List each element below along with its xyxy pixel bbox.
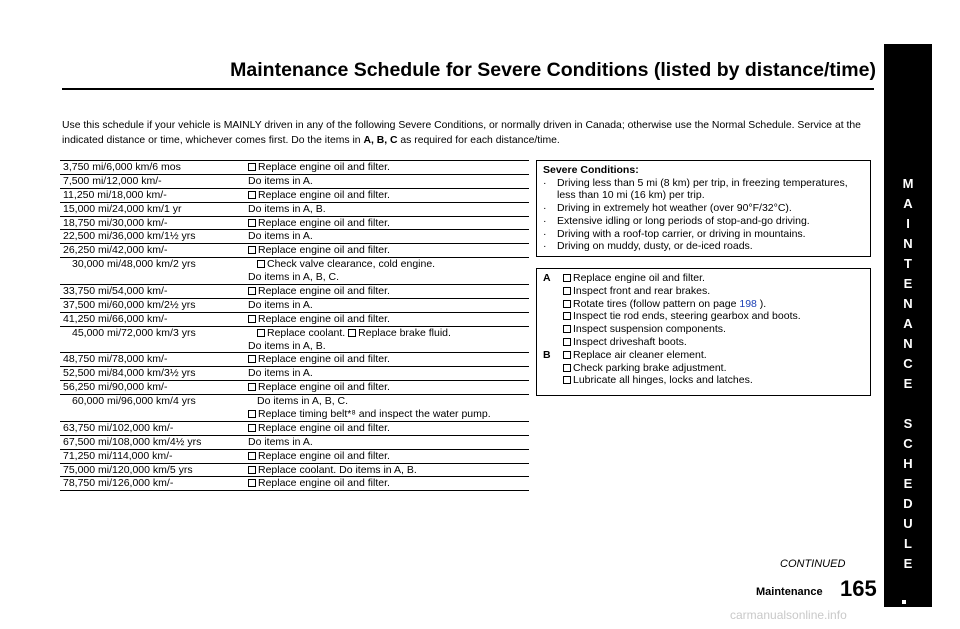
schedule-group: [60, 381, 529, 395]
schedule-interval: 7,500 mi/12,000 km/-: [63, 174, 162, 187]
schedule-action-text: Replace engine oil and filter.: [258, 285, 390, 298]
schedule-action: [243, 175, 529, 188]
schedule-action-text: Do items in A, B.: [248, 339, 326, 352]
severe-condition-text: Driving with a roof-top carrier, or driving in mountains.: [557, 227, 806, 240]
maintenance-text: ).: [756, 297, 767, 310]
schedule-row: [60, 271, 529, 284]
severe-condition: [543, 228, 864, 241]
schedule-group: [60, 353, 529, 367]
maintenance-item: [543, 310, 864, 323]
checkbox-icon: [563, 312, 571, 320]
checkbox-icon: [248, 452, 256, 460]
schedule-row: [60, 340, 529, 353]
maintenance-group-letter: [543, 298, 563, 311]
schedule-group: [60, 258, 529, 285]
maintenance-group-letter: [543, 285, 563, 298]
maintenance-item-text: [563, 323, 726, 336]
schedule-group: [60, 203, 529, 217]
maintenance-group-letter: [543, 362, 563, 375]
schedule-action-text: Replace engine oil and filter.: [258, 188, 390, 201]
schedule-row: [60, 203, 529, 216]
checkbox-icon: [563, 364, 571, 372]
schedule-group: [60, 244, 529, 258]
schedule-row: [60, 450, 529, 463]
checkbox-icon: [563, 274, 571, 282]
schedule-action: [243, 244, 529, 257]
schedule-row: [60, 395, 529, 408]
maintenance-item: [543, 349, 864, 362]
schedule-action-text: Do items in A, B.: [248, 202, 326, 215]
schedule-action-text: Do items in A, B, C.: [257, 395, 349, 408]
schedule-row: [60, 367, 529, 380]
section-tab-letter: E: [903, 276, 913, 291]
bullet-icon: ·: [543, 214, 547, 227]
schedule-group: [60, 217, 529, 231]
schedule-row: [60, 381, 529, 394]
schedule-row: [60, 230, 529, 243]
section-tab-letter: E: [903, 556, 913, 571]
checkbox-icon: [248, 246, 256, 254]
maintenance-group-letter: [543, 323, 563, 336]
schedule-action: [243, 299, 529, 312]
schedule-action: [243, 436, 529, 449]
severe-condition: [543, 240, 864, 253]
section-tab-letter: C: [903, 356, 913, 371]
page-title: Maintenance Schedule for Severe Conditions (listed by distance/time): [230, 59, 876, 81]
schedule-interval: 56,250 mi/90,000 km/-: [63, 381, 168, 394]
section-tab-letter: E: [903, 376, 913, 391]
section-tab-dot: [902, 600, 906, 604]
schedule-interval: 63,750 mi/102,000 km/-: [63, 421, 174, 434]
maintenance-item: [543, 336, 864, 349]
maintenance-group-letter: A: [543, 272, 551, 284]
maintenance-text: Inspect tie rod ends, steering gearbox and boots.: [573, 310, 801, 323]
section-tab-letter: A: [903, 316, 913, 331]
schedule-action-text: Replace engine oil and filter.: [258, 449, 390, 462]
severe-condition: [543, 177, 864, 202]
schedule-action: [243, 230, 529, 243]
schedule-action: [243, 408, 529, 421]
maintenance-text: Check parking brake adjustment.: [573, 361, 727, 374]
page-reference-link[interactable]: 198: [739, 297, 757, 310]
severe-condition: [543, 215, 864, 228]
checkbox-icon: [563, 338, 571, 346]
checkbox-icon: [248, 219, 256, 227]
maintenance-group-letter: [543, 310, 563, 323]
bullet-icon: ·: [543, 202, 547, 215]
schedule-interval: 67,500 mi/108,000 km/4½ yrs: [63, 435, 202, 448]
schedule-action: [252, 258, 529, 271]
section-tab-letter: E: [903, 476, 913, 491]
severe-condition-text: Driving in extremely hot weather (over 90°F/32°C).: [557, 202, 792, 215]
intro-bold: A, B, C: [363, 135, 398, 146]
checkbox-icon: [248, 410, 256, 418]
bullet-icon: ·: [543, 240, 547, 253]
section-tab-letter: M: [902, 176, 914, 191]
schedule-interval: 22,500 mi/36,000 km/1½ yrs: [63, 230, 196, 243]
checkbox-icon: [563, 351, 571, 359]
schedule-row: [60, 408, 529, 421]
maintenance-item: [543, 323, 864, 336]
schedule-group: [60, 230, 529, 244]
schedule-action: [243, 217, 529, 230]
severe-conditions-list: [543, 177, 864, 253]
schedule-action: [252, 327, 529, 340]
section-tab-letter: N: [903, 296, 913, 311]
schedule-row: [60, 258, 529, 271]
severe-condition-text: Extensive idling or long periods of stop-and-go driving.: [557, 214, 810, 227]
schedule-action: [243, 203, 529, 216]
schedule-row: [60, 299, 529, 312]
schedule-group: [60, 367, 529, 381]
maintenance-text: Rotate tires (follow pattern on page: [573, 297, 740, 310]
schedule-row: [60, 217, 529, 230]
schedule-action: [243, 161, 529, 174]
schedule-action: [243, 464, 529, 477]
intro-paragraph: [62, 118, 872, 148]
schedule-group: [60, 464, 529, 478]
schedule-row: [60, 244, 529, 257]
title-rule: [62, 88, 874, 90]
schedule-action-text: Replace engine oil and filter.: [258, 353, 390, 366]
severe-condition-text: Driving on muddy, dusty, or de-iced roads.: [557, 240, 753, 253]
checkbox-icon: [248, 466, 256, 474]
maintenance-item: [543, 298, 864, 311]
schedule-group: [60, 327, 529, 354]
schedule-interval: 33,750 mi/54,000 km/-: [63, 285, 168, 298]
schedule-interval: 48,750 mi/78,000 km/-: [63, 353, 168, 366]
schedule-action: [243, 353, 529, 366]
schedule-action-text: Replace engine oil and filter.: [258, 477, 390, 490]
maintenance-item-text: [563, 336, 687, 349]
schedule-action: [243, 340, 529, 353]
schedule-group: [60, 285, 529, 299]
schedule-interval: 3,750 mi/6,000 km/6 mos: [63, 161, 181, 173]
schedule-action-text: Do items in A.: [248, 174, 313, 187]
schedule-row: [60, 422, 529, 435]
schedule-interval: 60,000 mi/96,000 km/4 yrs: [72, 395, 196, 408]
checkbox-icon: [248, 479, 256, 487]
maintenance-text: Replace engine oil and filter.: [573, 272, 705, 284]
schedule-interval: 52,500 mi/84,000 km/3½ yrs: [63, 367, 196, 380]
checkbox-icon: [248, 355, 256, 363]
checkbox-icon: [248, 163, 256, 171]
intro-text: Use this schedule if your vehicle is MAINLY driven in any of the following Severe Conditions, or normally driven in Canada; otherwise use the Normal Schedule. Service at the indicated distance or time, whichever comes first. Do the items in: [62, 120, 861, 146]
section-label: Maintenance: [756, 586, 823, 598]
section-tab-letter: L: [904, 536, 912, 551]
schedule-action-text: Replace coolant.: [267, 326, 346, 339]
checkbox-icon: [563, 325, 571, 333]
schedule-action-text: Replace engine oil and filter.: [258, 216, 390, 229]
section-tab-letter: A: [903, 196, 913, 211]
maintenance-item-text: [563, 349, 707, 362]
schedule-row: [60, 313, 529, 326]
schedule-action-text: Do items in A.: [248, 230, 313, 243]
section-tab-letter: D: [903, 496, 913, 511]
watermark: carmanualsonline.info: [730, 608, 847, 622]
schedule-row: [60, 353, 529, 366]
maintenance-item: [543, 285, 864, 298]
schedule-interval: 18,750 mi/30,000 km/-: [63, 216, 168, 229]
checkbox-icon: [248, 191, 256, 199]
schedule-action: [243, 367, 529, 380]
schedule-action: [243, 271, 529, 284]
maintenance-text: Lubricate all hinges, locks and latches.: [573, 374, 753, 387]
maintenance-text: Inspect driveshaft boots.: [573, 335, 687, 348]
section-tab-letter: S: [903, 416, 913, 431]
schedule-interval: 30,000 mi/48,000 km/2 yrs: [72, 258, 196, 271]
schedule-row: [60, 477, 529, 490]
schedule-action-text: Do items in A.: [248, 298, 313, 311]
schedule-group: [60, 175, 529, 189]
schedule-action-text: Replace engine oil and filter.: [258, 421, 390, 434]
checkbox-icon: [248, 424, 256, 432]
schedule-action: [243, 189, 529, 202]
maintenance-item-text: [563, 285, 710, 298]
checkbox-icon: [248, 315, 256, 323]
schedule-row: [60, 327, 529, 340]
schedule-group: [60, 450, 529, 464]
section-tab-letter: N: [903, 236, 913, 251]
bullet-icon: ·: [543, 176, 547, 189]
maintenance-text: Replace air cleaner element.: [573, 348, 707, 361]
schedule-group: [60, 189, 529, 203]
schedule-interval: 26,250 mi/42,000 km/-: [63, 244, 168, 257]
severe-condition-text: Driving less than 5 mi (8 km) per trip, in freezing temperatures, less than 10 mi (16 km) per trip.: [557, 176, 848, 202]
checkbox-icon: [348, 329, 356, 337]
schedule-interval: 75,000 mi/120,000 km/5 yrs: [63, 463, 193, 476]
checkbox-icon: [563, 300, 571, 308]
schedule-row: [60, 189, 529, 202]
maintenance-group-letter: B: [543, 348, 551, 361]
checkbox-icon: [257, 329, 265, 337]
maintenance-item-text: [563, 298, 766, 311]
schedule-group: [60, 477, 529, 490]
checkbox-icon: [248, 287, 256, 295]
maintenance-group-letter: [543, 374, 563, 387]
maintenance-items-box: [536, 268, 871, 396]
schedule-action: [243, 477, 529, 490]
intro-text-end: as required for each distance/time.: [397, 135, 560, 146]
severe-condition: [543, 202, 864, 215]
schedule-action-text: Replace timing belt*⁸ and inspect the water pump.: [258, 408, 491, 421]
schedule-action-text: Check valve clearance, cold engine.: [267, 258, 436, 271]
schedule-group: [60, 161, 529, 175]
bullet-icon: ·: [543, 227, 547, 240]
schedule-action: [243, 450, 529, 463]
schedule-interval: 15,000 mi/24,000 km/1 yr: [63, 202, 182, 215]
section-tab-letter: U: [903, 516, 913, 531]
schedule-interval: [60, 340, 243, 353]
severe-conditions-title: Severe Conditions:: [543, 164, 639, 176]
schedule-group: [60, 422, 529, 436]
severe-conditions-box: [536, 160, 871, 257]
schedule-action-text: Do items in A.: [248, 435, 313, 448]
schedule-table: [60, 160, 529, 491]
schedule-row: [60, 285, 529, 298]
schedule-interval: 41,250 mi/66,000 km/-: [63, 312, 168, 325]
section-tab-letter: C: [903, 436, 913, 451]
schedule-row: [60, 161, 529, 174]
page-number: 165: [840, 576, 877, 601]
section-tab-letters: [884, 174, 932, 574]
maintenance-item-text: [563, 374, 753, 387]
checkbox-icon: [248, 383, 256, 391]
section-tab-letter: N: [903, 336, 913, 351]
schedule-group: [60, 436, 529, 450]
maintenance-item: [543, 374, 864, 387]
schedule-group: [60, 313, 529, 327]
maintenance-item: [543, 362, 864, 375]
schedule-action-text: Replace engine oil and filter.: [258, 312, 390, 325]
continued-label: CONTINUED: [780, 558, 846, 570]
section-tab-letter: T: [904, 256, 912, 271]
checkbox-icon: [257, 260, 265, 268]
maintenance-item: [543, 272, 864, 285]
schedule-action: [243, 313, 529, 326]
maintenance-item-text: [563, 310, 801, 323]
schedule-action: [243, 422, 529, 435]
checkbox-icon: [563, 287, 571, 295]
schedule-row: [60, 436, 529, 449]
schedule-interval: [60, 271, 243, 284]
schedule-action-text: Replace engine oil and filter.: [258, 381, 390, 394]
checkbox-icon: [563, 376, 571, 384]
maintenance-text: Inspect front and rear brakes.: [573, 284, 711, 297]
schedule-interval: [60, 408, 243, 421]
schedule-interval: 37,500 mi/60,000 km/2½ yrs: [63, 298, 196, 311]
maintenance-item-text: [563, 272, 705, 285]
maintenance-item-text: [563, 362, 727, 375]
schedule-group: [60, 395, 529, 422]
schedule-interval: 11,250 mi/18,000 km/-: [63, 188, 167, 201]
section-tab-letter: I: [906, 216, 910, 231]
schedule-action-text: Replace brake fluid.: [358, 326, 451, 339]
maintenance-group-letter: [543, 336, 563, 349]
section-tab-letter: H: [903, 456, 913, 471]
maintenance-text: Inspect suspension components.: [573, 323, 726, 336]
schedule-action-text: Replace engine oil and filter.: [258, 244, 390, 257]
schedule-row: [60, 175, 529, 188]
schedule-interval: 45,000 mi/72,000 km/3 yrs: [72, 326, 196, 339]
schedule-action-text: Replace engine oil and filter.: [258, 161, 390, 173]
schedule-interval: 78,750 mi/126,000 km/-: [63, 477, 174, 490]
schedule-action: [243, 285, 529, 298]
schedule-action-text: Replace coolant. Do items in A, B.: [258, 463, 417, 476]
schedule-action-text: Do items in A.: [248, 367, 313, 380]
schedule-row: [60, 464, 529, 477]
schedule-action: [252, 395, 529, 408]
schedule-action: [243, 381, 529, 394]
schedule-action-text: Do items in A, B, C.: [248, 271, 340, 284]
schedule-group: [60, 299, 529, 313]
schedule-interval: 71,250 mi/114,000 km/-: [63, 449, 173, 462]
